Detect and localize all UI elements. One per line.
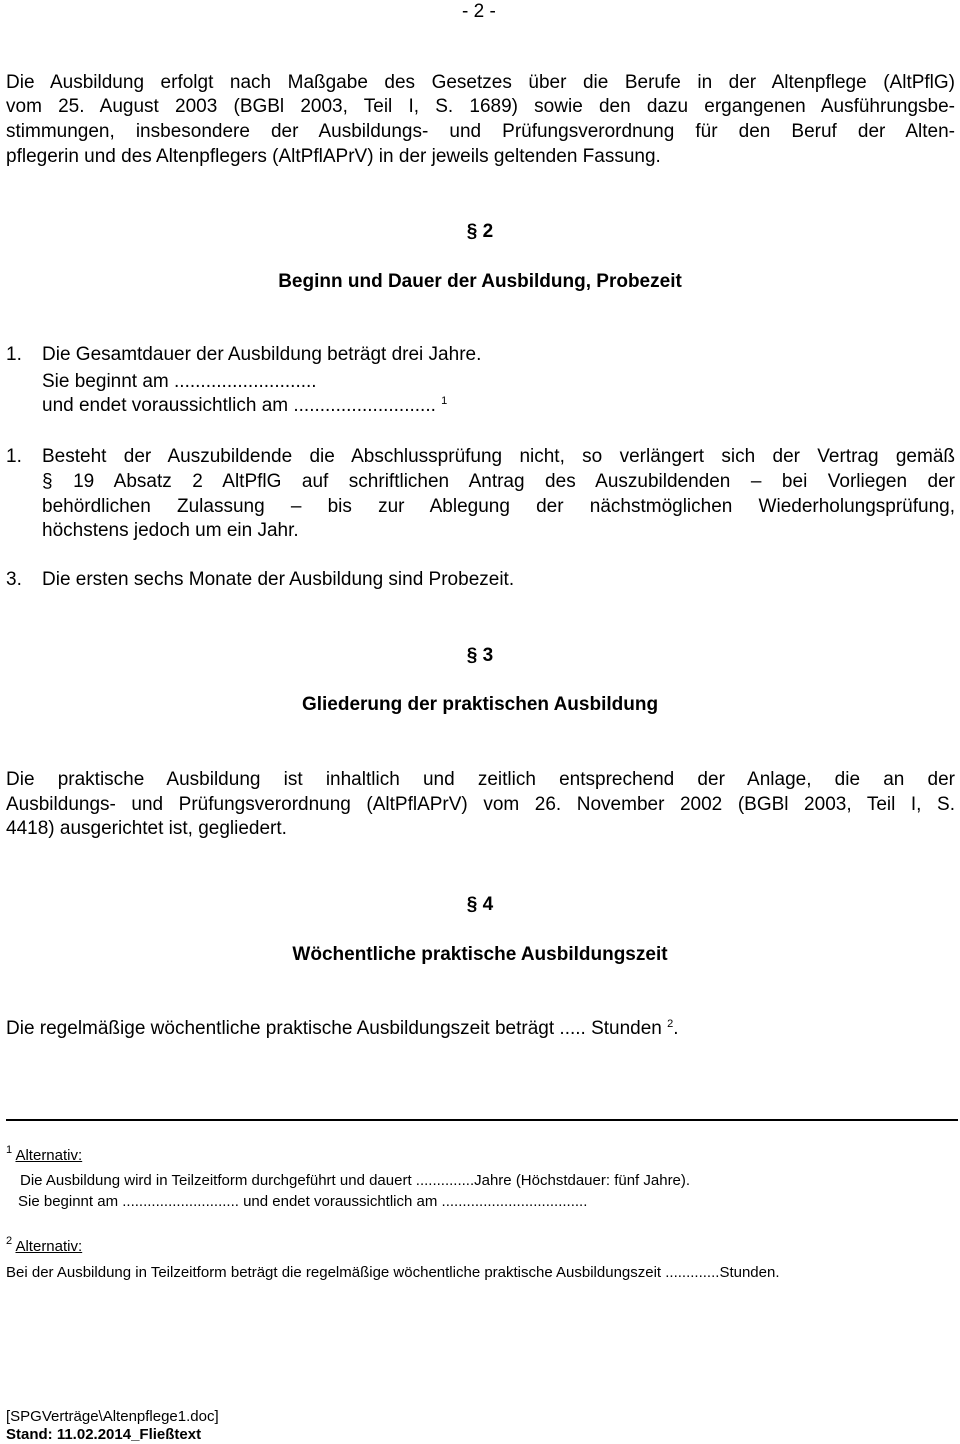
footnote-line: Bei der Ausbildung in Teilzeitform beträgt die regelmäßige wöchentliche praktische Ausbildungszeit .............Stunden. (6, 1264, 780, 1281)
section-4-title: Wöchentliche praktische Ausbildungszeit (292, 944, 668, 965)
footnote-ref: 2 (6, 1235, 13, 1247)
intro-line: Die Ausbildung erfolgt nach Maßgabe des Gesetzes über die Berufe in der Altenpflege (AltPflG) (6, 72, 955, 93)
duration-text: Die Gesamtdauer der Ausbildung beträgt drei Jahre. (42, 344, 482, 365)
footnote-label: Alternativ: (15, 1147, 83, 1164)
section-2-title: Beginn und Dauer der Ausbildung, Probezeit (278, 271, 682, 292)
footnote-ref: 1 (441, 395, 448, 407)
extension-line: höchstens jedoch um ein Jahr. (42, 520, 299, 541)
list-number: 1. (6, 446, 22, 467)
footnote-ref: 2 (667, 1018, 674, 1030)
intro-line: stimmungen, insbesondere der Ausbildungs- und Prüfungsverordnung für den Beruf der Alten- (6, 121, 955, 142)
end-date-label: und endet voraussichtlich am ........................... (42, 395, 436, 416)
extension-line: Besteht der Auszubildende die Abschlussprüfung nicht, so verlängert sich der Vertrag gemäß (42, 446, 955, 467)
end-date-text (42, 394, 447, 418)
section-3-number: § 3 (466, 645, 494, 666)
weekly-hours-text (6, 1017, 679, 1041)
list-number: 1. (6, 344, 22, 365)
footer-stand: Stand: 11.02.2014_Fließtext (6, 1426, 202, 1443)
weekly-hours-label: Die regelmäßige wöchentliche praktische Ausbildungszeit beträgt ..... Stunden (6, 1018, 662, 1039)
section-3-line: Ausbildungs- und Prüfungsverordnung (AltPflAPrV) vom 26. November 2002 (BGBl 2003, Teil I, S. (6, 794, 955, 815)
extension-line: behördlichen Zulassung – bis zur Ablegung der nächstmöglichen Wiederholungsprüfung, (42, 496, 955, 517)
footnote-ref: 1 (6, 1144, 13, 1156)
footer-file-path: [SPGVerträge\Altenpflege1.doc] (6, 1408, 219, 1425)
section-2-number: § 2 (466, 221, 494, 242)
probation-text: Die ersten sechs Monate der Ausbildung sind Probezeit. (42, 569, 515, 590)
section-3-line: Die praktische Ausbildung ist inhaltlich und zeitlich entsprechend der Anlage, die an der (6, 769, 955, 790)
section-3-line: 4418) ausgerichtet ist, gegliedert. (6, 818, 287, 839)
start-date-text: Sie beginnt am ........................... (42, 371, 317, 392)
footnote-line: Die Ausbildung wird in Teilzeitform durchgeführt und dauert ..............Jahre (Höchstdauer: fünf Jahre). (20, 1172, 691, 1189)
list-number: 3. (6, 569, 22, 590)
section-3-title: Gliederung der praktischen Ausbildung (301, 694, 659, 715)
footnote-1-header (6, 1146, 82, 1165)
footnote-2-header (6, 1237, 82, 1256)
extension-line: § 19 Absatz 2 AltPflG auf schriftlichen Antrag des Auszubildenden – bei Vorliegen der (42, 471, 955, 492)
footnote-line: Sie beginnt am ............................ und endet voraussichtlich am ................................... (18, 1193, 588, 1210)
intro-line: pflegerin und des Altenpflegers (AltPflAPrV) in der jeweils geltenden Fassung. (6, 146, 661, 167)
period: . (673, 1018, 679, 1039)
page-number: - 2 - (462, 1, 496, 22)
footnote-separator (6, 1119, 958, 1121)
intro-line: vom 25. August 2003 (BGBl 2003, Teil I, S. 1689) sowie den dazu ergangenen Ausführungsbe- (6, 96, 955, 117)
footnote-label: Alternativ: (15, 1238, 83, 1255)
section-4-number: § 4 (466, 894, 494, 915)
